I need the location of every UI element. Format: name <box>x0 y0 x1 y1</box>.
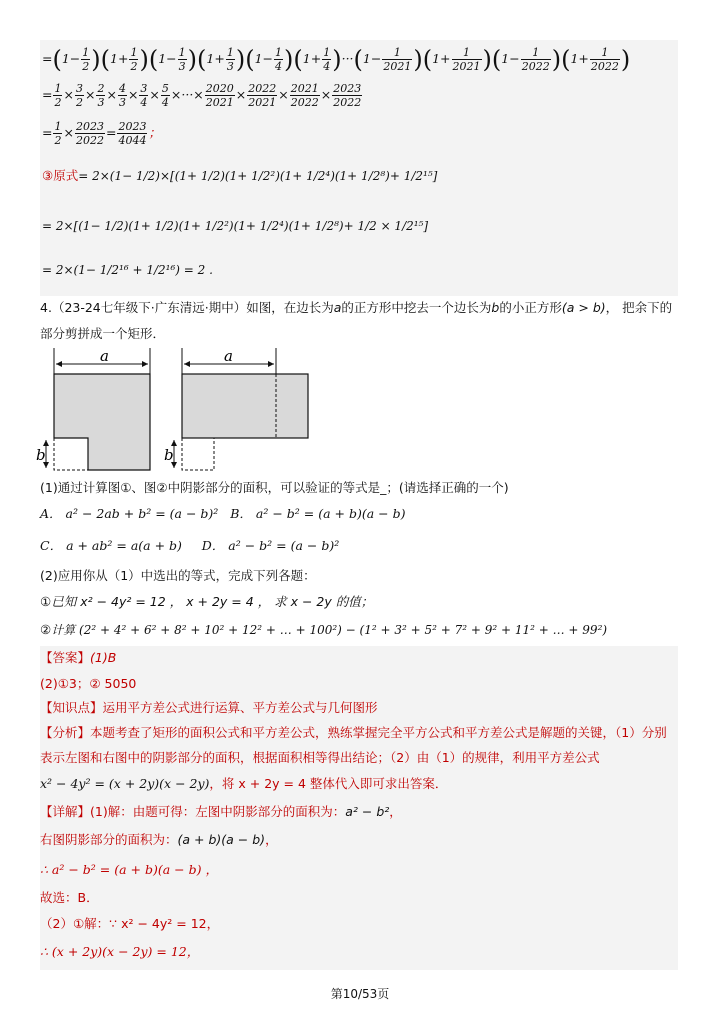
detail-line-6: ∴ (x + 2y)(x − 2y) = 12， <box>40 944 200 959</box>
page-number: 第10/53页 <box>330 987 390 1001</box>
figure-1-label-b: b <box>36 446 46 464</box>
solution-line-4: ③原式= 2×(1− 1/2)×[(1+ 1/2)(1+ 1/2²)(1+ 1/2⁴)(1+ 1/2⁸)+ 1/2¹⁵] <box>42 168 438 183</box>
solution-line-5: = 2×[(1− 1/2)(1+ 1/2)(1+ 1/2²)(1+ 1/2⁴)(1+ 1/2⁸)+ 1/2 × 1/2¹⁵] <box>42 219 429 233</box>
analysis-line-3: x² − 4y² = (x + 2y)(x − 2y)，将 x + 2y = 4 整体代入即可求出答案． <box>40 776 448 791</box>
figure-1 <box>36 348 150 470</box>
solution-line-6: = 2×(1− 1/2¹⁶ + 1/2¹⁶) = 2 . <box>42 263 213 277</box>
knowledge-line: 【知识点】运用平方差公式进行运算、平方差公式与几何图形 <box>40 700 378 715</box>
detail-line-2: 右图阴影部分的面积为：(a + b)(a − b)， <box>40 832 278 847</box>
solution-line-3: = $\frac{1}{2}$ × $\frac{2023}{2022}$ = $\frac{2023}{4044}$ ； <box>42 120 161 147</box>
original-expression-label: 原式 <box>53 168 79 183</box>
analysis-line-1: 【分析】本题考查了矩形的面积公式和平方差公式，熟练掌握完全平方公式和平方差公式是解题的关键，（1）分别 <box>40 725 667 740</box>
sub-question-2-1: ①已知 x² − 4y² = 12 ， x + 2y = 4 ， 求 x − 2y 的值； <box>40 594 374 609</box>
l1-eq: = <box>42 51 53 66</box>
figure-1-label-a: a <box>100 348 109 365</box>
answer-line-1: 【答案】(1)B <box>40 650 117 665</box>
figure-squares <box>36 348 356 478</box>
sub-question-1: (1)通过计算图①、图②中阴影部分的面积，可以验证的等式是_；(请选择正确的一个) <box>40 480 509 495</box>
figure-2-label-a: a <box>224 348 233 365</box>
options-row-ab: A． a² − 2ab + b² = (a − b)² B． a² − b² = (a + b)(a − b) <box>40 506 406 521</box>
detail-line-4: 故选：B． <box>40 890 99 905</box>
figure-2 <box>164 348 308 470</box>
options-row-cd: C． a + ab² = a(a + b) D． a² − b² = (a − b)² <box>40 538 340 553</box>
answer-line-2: (2)①3；② 5050 <box>40 676 137 691</box>
question-4-line-2: 部分剪拼成一个矩形． <box>40 326 166 341</box>
solution-shade-top <box>40 40 678 296</box>
solution-line-2: = $\frac{1}{2}$ × $\frac{3}{2}$ × $\frac{2}{3}$ × $\frac{4}{3}$ × $\frac{3}{4}$ × $\frac{5}{4}$ ×···× $\frac{2020}{2021}$ × $\frac{2022}{2021}$ × $\frac{2021}{2022}$ × $\frac{2023}{2022}$ <box>42 82 362 109</box>
question-4-line-1: 4.（23-24七年级下·广东清远·期中）如图，在边长为a的正方形中挖去一个边长为b的小正方形(a > b)， 把余下的 <box>40 300 673 315</box>
detail-line-5: （2）①解：∵ x² − 4y² = 12， <box>40 916 220 931</box>
step-3-marker: ③ <box>42 168 54 183</box>
solution-line-1: =(1− $\frac{1}{2}$ )(1+ $\frac{1}{2}$ )(1− $\frac{1}{3}$ )(1+ $\frac{1}{3}$ )(1− $\frac{1}{4}$ )(1+ $\frac{1}{4}$ )···(1− $\frac{1}{2021}$ )(1+ $\frac{1}{2021}$ )(1− $\frac{1}{2022}$ )(1+ $\frac{1}{2022}$ ) <box>42 45 631 74</box>
figure-2-label-b: b <box>164 446 174 464</box>
detail-line-3: ∴ a² − b² = (a + b)(a − b) ， <box>40 862 218 877</box>
sub-question-2: (2)应用你从（1）中选出的等式，完成下列各题： <box>40 568 316 583</box>
sub-question-2-2: ②计算 (2² + 4² + 6² + 8² + 10² + 12² + … + 100²) − (1² + 3² + 5² + 7² + 9² + 11² + … + 99²) <box>40 622 608 637</box>
detail-line-1: 【详解】(1)解：由题可得：左图中阴影部分的面积为：a² − b²， <box>40 804 402 819</box>
analysis-line-2: 表示左图和右图中的阴影部分的面积，根据面积相等得出结论；（2）由（1）的规律，利用平方差公式 <box>40 750 600 765</box>
